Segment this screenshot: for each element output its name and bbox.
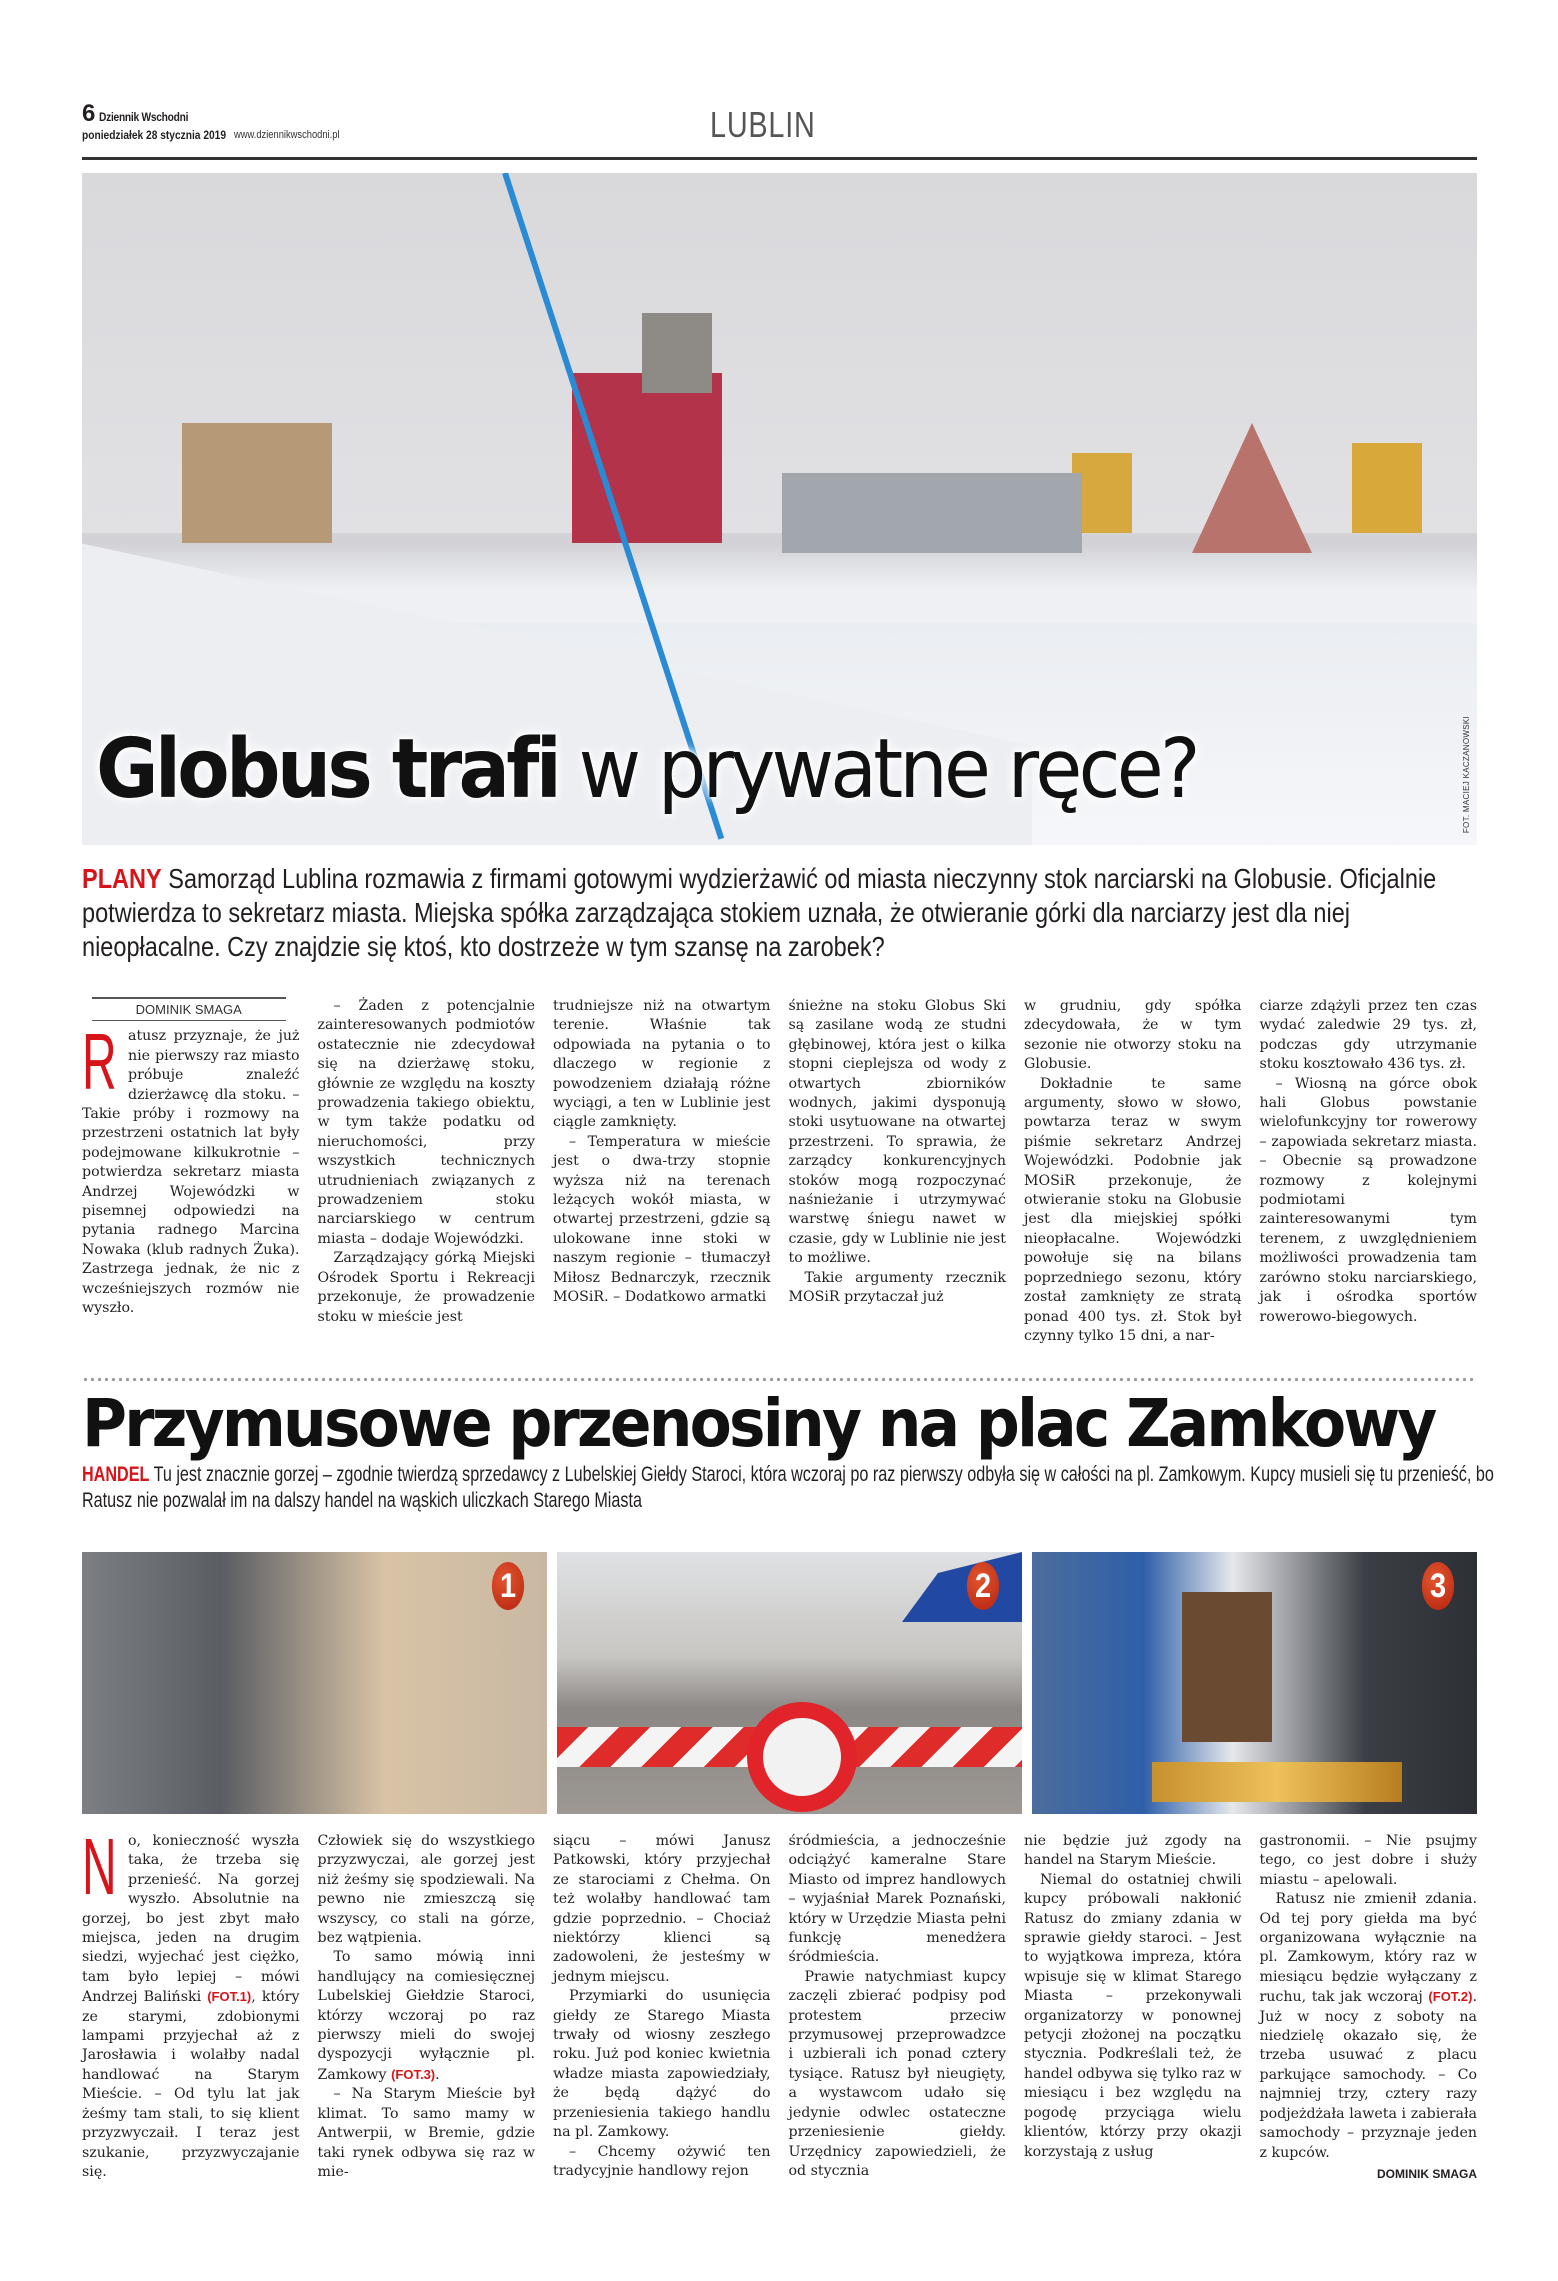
article1-lead-text: Samorząd Lublina rozmawia z firmami gotowymi wydzierżawić od miasta nieczynny stok narciarski na Globusie. Oficjalnie potwierdza to sekretarz miasta. Miejska spółka zarządzająca stokiem uznała, że otwieranie górki dla narciarzy jest dla niej nieopłacalne. Czy znajdzie się ktoś, kto dostrzeże w tym szansę na zarobek?: [82, 863, 1437, 962]
article2-column-3: [553, 1832, 789, 2184]
paragraph: gastronomii. – Nie psujmy tego, co jest dobre i służy miastu – apelowali.: [1259, 1833, 1477, 1888]
article2-headline: [82, 1382, 1434, 1466]
paragraph-text: To samo mówią inni handlujący na comiesięcznej Lubelskiej Giełdzie Staroci, którzy wczoraj po raz pierwszy mieli do swojej dyspozycji wyłącznie pl. Zamkowy: [317, 1949, 535, 2083]
paragraph: śródmieścia, a jednocześnie odciążyć kameralne Stare Miasto od imprez handlowych – wyjaśniał Marek Poznański, który w Urzędzie Miasta pełni funkcję menedżera śródmieścia.: [788, 1833, 1006, 1966]
author-signature: DOMINIK SMAGA: [1377, 2166, 1477, 2181]
paragraph: Niemal do ostatniej chwili kupcy próbowali nakłonić Ratusz do zmiany zdania w sprawie giełdy staroci. – Jest to wyjątkowa impreza, która wpisuje się w klimat Starego Miasta – przekonywali organizatorzy w ponownej petycji złożonej na początku stycznia. Podkreślali też, że handel odbywa się tylko raz w miesiącu i bez względu na pogodę przyciąga wielu klientów, którzy przy okazji korzystają z usług: [1024, 1871, 1242, 2160]
masthead: [82, 102, 1477, 154]
paragraph-text: o, konieczność wyszła taka, że trzeba się przenieść. Na gorzej wyszło. Absolutnie na gorzej, bo jest zbyt mało miejsca, jeden na drugim siedzi, wyjechać jest ciężko, tam było lepiej – mówi Andrzej Baliński: [82, 1833, 300, 2006]
paragraph: [82, 1017, 300, 1318]
article1-headline: [96, 722, 1197, 817]
article2-headline-light: na plac Zamkowy: [859, 1385, 1435, 1462]
paragraph: nie będzie już zgody na handel na Starym Mieście.: [1024, 1833, 1242, 1869]
paragraph: Prawie natychmiast kupcy zaczęli zbierać podpisy pod protestem przeciw przymusowej przeprowadzce i uzbierali ich ponad cztery tysiące. Ratusz był nieugięty, a wystawcom udało się jedynie odwlec ostateczne przeniesienie giełdy. Urzędnicy zapowiedzieli, że od stycznia: [788, 1968, 1006, 2179]
article2-column-2: [318, 1832, 554, 2184]
article2-lead: [82, 1462, 1545, 1514]
photo-reference-2: (FOT.2): [1428, 1989, 1473, 2005]
photo-1-seller-with-lamps: [82, 1552, 547, 1814]
photo-clock: [1182, 1592, 1272, 1742]
website-link[interactable]: www.dziennikwschodni.pl: [234, 129, 340, 141]
article1-body: [82, 997, 1495, 1346]
paragraph: – Żaden z potencjalnie zainteresowanych podmiotów ostatecznie nie zdecydował się na dzierżawę stoku, głównie ze względu na koszty prowadzenia takiego obiektu, w tym także podatku od nieruchomości, przy wszystkich technicznych utrudnieniach związanych z prowadzeniem stoku narciarskiego w centrum miasta – dodaje Wojewódzki.: [317, 998, 535, 1247]
photo-number-badge: 3: [1422, 1562, 1454, 1610]
paragraph-text: Ratusz nie zmienił zdania. Od tej pory giełda ma być organizowana wyłącznie na pl. Zamkowym, który raz w miesiącu będzie wyłączany z ruchu, tak jak wczoraj: [1259, 1891, 1477, 2006]
byline: DOMINIK SMAGA: [92, 997, 286, 1021]
article1-column-1: [82, 997, 318, 1346]
photo-2-market-on-square: [557, 1552, 1022, 1814]
article1-column-3: [553, 997, 789, 1346]
dropcap: R: [82, 1017, 117, 1107]
dropcap: N: [82, 1822, 117, 1911]
paragraph: – Temperatura w mieście jest o dwa-trzy stopnie wyższa niż na terenach leżących wokół miasta, w otwartej przestrzeni, gdzie są ulokowane inne stoki w naszym regionie – tłumaczył Miłosz Bednarczyk, rzecznik MOSiR. – Dodatkowo armatki: [553, 1133, 771, 1306]
article1-headline-light: w prywatne ręce?: [558, 722, 1197, 817]
photo-3-antique-clock: [1032, 1552, 1477, 1814]
paragraph: [318, 1948, 536, 2085]
paragraph: [82, 1822, 300, 2182]
paper-name: Dziennik Wschodni: [99, 110, 189, 124]
photo-credit: FOT. MACIEJ KACZANOWSKI: [1466, 1691, 1475, 1802]
paragraph: siącu – mówi Janusz Patkowski, który przyjechał ze starociami z Chełma. On też wolałby handlować tam gdzie poprzednio. – Chociaż niektórzy klienci są zadowoleni, że jesteśmy w jednym miejscu.: [553, 1833, 771, 1985]
header-rule: [82, 157, 1477, 160]
paragraph: [1260, 1890, 1478, 2163]
article2-column-4: [789, 1832, 1025, 2184]
paragraph: śnieżne na stoku Globus Ski są zasilane wodą ze studni głębinowej, która jest o kilka stopni cieplejsza od wody z otwartych zbiorników wodnych, jakimi dysponują stoki usytuowane na otwartej przestrzeni. To sprawia, że zarządcy konkurencyjnych stoków mogą rozpoczynać naśnieżanie i utrzymywać warstwę śniegu nawet w czasie, gdy w Lublinie nie jest to możliwe.: [788, 998, 1006, 1267]
article2-column-1: [82, 1822, 318, 2184]
paragraph: Takie argumenty rzecznik MOSiR przytaczał już: [788, 1269, 1006, 1306]
paragraph-text: , który ze starymi, zdobionymi lampami przyjechał aż z Jarosławia i wolałby nadal handlować na Starym Mieście. – Od tylu lat jak żeśmy tam stali, to się klient przyzwyczaił. I teraz jest szukanie, przyzwyczajanie się.: [82, 1989, 300, 2180]
photo-building-hall: [782, 473, 1082, 553]
article1-kicker: PLANY: [82, 863, 162, 894]
photo-building-yellow2: [1352, 443, 1422, 533]
article2-body: [82, 1822, 1495, 2184]
photo-credit: FOT. MACIEJ KACZANOWSKI: [1462, 715, 1471, 833]
article2-kicker: HANDEL: [82, 1463, 150, 1486]
paragraph: Człowiek się do wszystkiego przyzwyczai, ale gorzej jest niż żeśmy się spodziewali. Na pewno nie zmieszczą się wszyscy, co stali na górze, bez wątpienia.: [317, 1833, 535, 1947]
article2-column-6: [1260, 1832, 1496, 2184]
article1-column-4: [789, 997, 1025, 1346]
photo-golden-candelabra: [1152, 1762, 1402, 1802]
article1-lead: [82, 862, 1476, 964]
paragraph-text: .: [435, 2066, 440, 2083]
photo-number-badge: 1: [492, 1562, 524, 1610]
article2-lead-text: Tu jest znacznie gorzej – zgodnie twierdzą sprzedawcy z Lubelskiej Giełdy Staroci, która wczoraj po raz pierwszy odbyła się w całości na pl. Zamkowym. Kupcy musieli się tu przenieść, bo Ratusz nie pozwalał im na dalszy handel na wąskich uliczkach Starego Miasta: [82, 1463, 1494, 1512]
paragraph: – Na Starym Mieście był klimat. To samo mamy w Antwerpii, w Bremie, gdzie taki rynek odbywa się raz w mie-: [317, 2086, 535, 2180]
paragraph-text: . Już w nocy z soboty na niedzielę okazało się, że trzeba usuwać z placu parkujące samochody. – Co najmniej trzy, cztery razy podjeżdżała laweta i zabierała samochody – przyznaje jeden z kupców.: [1259, 1989, 1477, 2161]
paragraph: – Wiosną na górce obok hali Globus powstanie wielofunkcyjny tor rowerowy – zapowiada sekretarz miasta. – Obecnie są prowadzone rozmowy z kolejnymi podmiotami zainteresowanymi tym terenem, z uwzględnieniem możliwości prowadzenia tam zarówno stoku narciarskiego, jak i ośrodka sportów rowerowo-biegowych.: [1259, 1075, 1477, 1325]
paragraph: ciarze zdążyli przez ten czas wydać zaledwie 29 tys. zł, podczas gdy utrzymanie stoku kosztowało 436 tys. zł.: [1259, 998, 1477, 1073]
article1-column-5: [1024, 997, 1260, 1346]
paragraph: Przymiarki do usunięcia giełdy ze Starego Miasta trwały od wiosny zeszłego roku. Już pod koniec kwietnia władze miasta zapowiedziały, że będą dążyć do przeniesienia takiego handlu na pl. Zamkowy.: [553, 1988, 771, 2141]
article2-column-5: [1024, 1832, 1260, 2184]
article1-column-2: [318, 997, 554, 1346]
paragraph: trudniejsze niż na otwartym terenie. Właśnie tak odpowiada na pytania o to dlaczego w regionie z powodzeniem działają różne wyciągi, a ten w Lublinie jest ciągle zamknięty.: [553, 998, 771, 1131]
article2-headline-bold: Przymusowe przenosiny: [82, 1385, 860, 1462]
section-title: LUBLIN: [710, 104, 816, 145]
photo-blue-tent: [902, 1552, 1022, 1622]
photo-building-tower: [642, 313, 712, 393]
photo-building-left: [182, 423, 332, 543]
photo-reference-3: (FOT.3): [391, 2066, 436, 2082]
photo-number-badge: 2: [967, 1562, 999, 1610]
article1-column-6: [1260, 997, 1496, 1346]
paragraph: Dokładnie te same argumenty, słowo w słowo, powtarza teraz w swym piśmie sekretarz Andrzej Wojewódzki. Podobnie jak MOSiR przekonuje, że otwieranie stoku na Globusie jest dla miejskiej spółki nieopłacalne. Wojewódzki powołuje się na bilans poprzedniego sezonu, który został zamknięty ze stratą ponad 400 tys. zł. Stok był czynny tylko 15 dni, a nar-: [1024, 1075, 1242, 1344]
paragraph: w grudniu, gdy spółka zdecydowała, że w tym sezonie nie otworzy stoku na Globusie.: [1024, 998, 1242, 1073]
article1-headline-bold: Globus trafi: [96, 722, 559, 817]
issue-date: poniedziałek 28 stycznia 2019: [82, 128, 227, 142]
photo-reference-1: (FOT.1): [207, 1989, 252, 2005]
paragraph: Zarządzający górką Miejski Ośrodek Sportu i Rekreacji przekonuje, że prowadzenie stoku w mieście jest: [317, 1250, 535, 1325]
page-number: 6: [82, 100, 96, 127]
photo-no-entry-sign: [747, 1702, 857, 1812]
paragraph: – Chcemy ożywić ten tradycyjnie handlowy rejon: [553, 2143, 771, 2179]
paragraph-text: atusz przyznaje, że już nie pierwszy raz miasto próbuje znaleźć dzierżawcę dla stoku. – Takie próby i rozmowy na przestrzeni ostatnich lat były podejmowane kilkukrotnie – potwierdza sekretarz miasta Andrzej Wojewódzki w pisemnej odpowiedzi na pytania radnego Marcina Nowaka (klub radnych Żuka). Zastrzega jednak, że nic z wcześniejszych rozmów nie wyszło.: [82, 1028, 300, 1317]
